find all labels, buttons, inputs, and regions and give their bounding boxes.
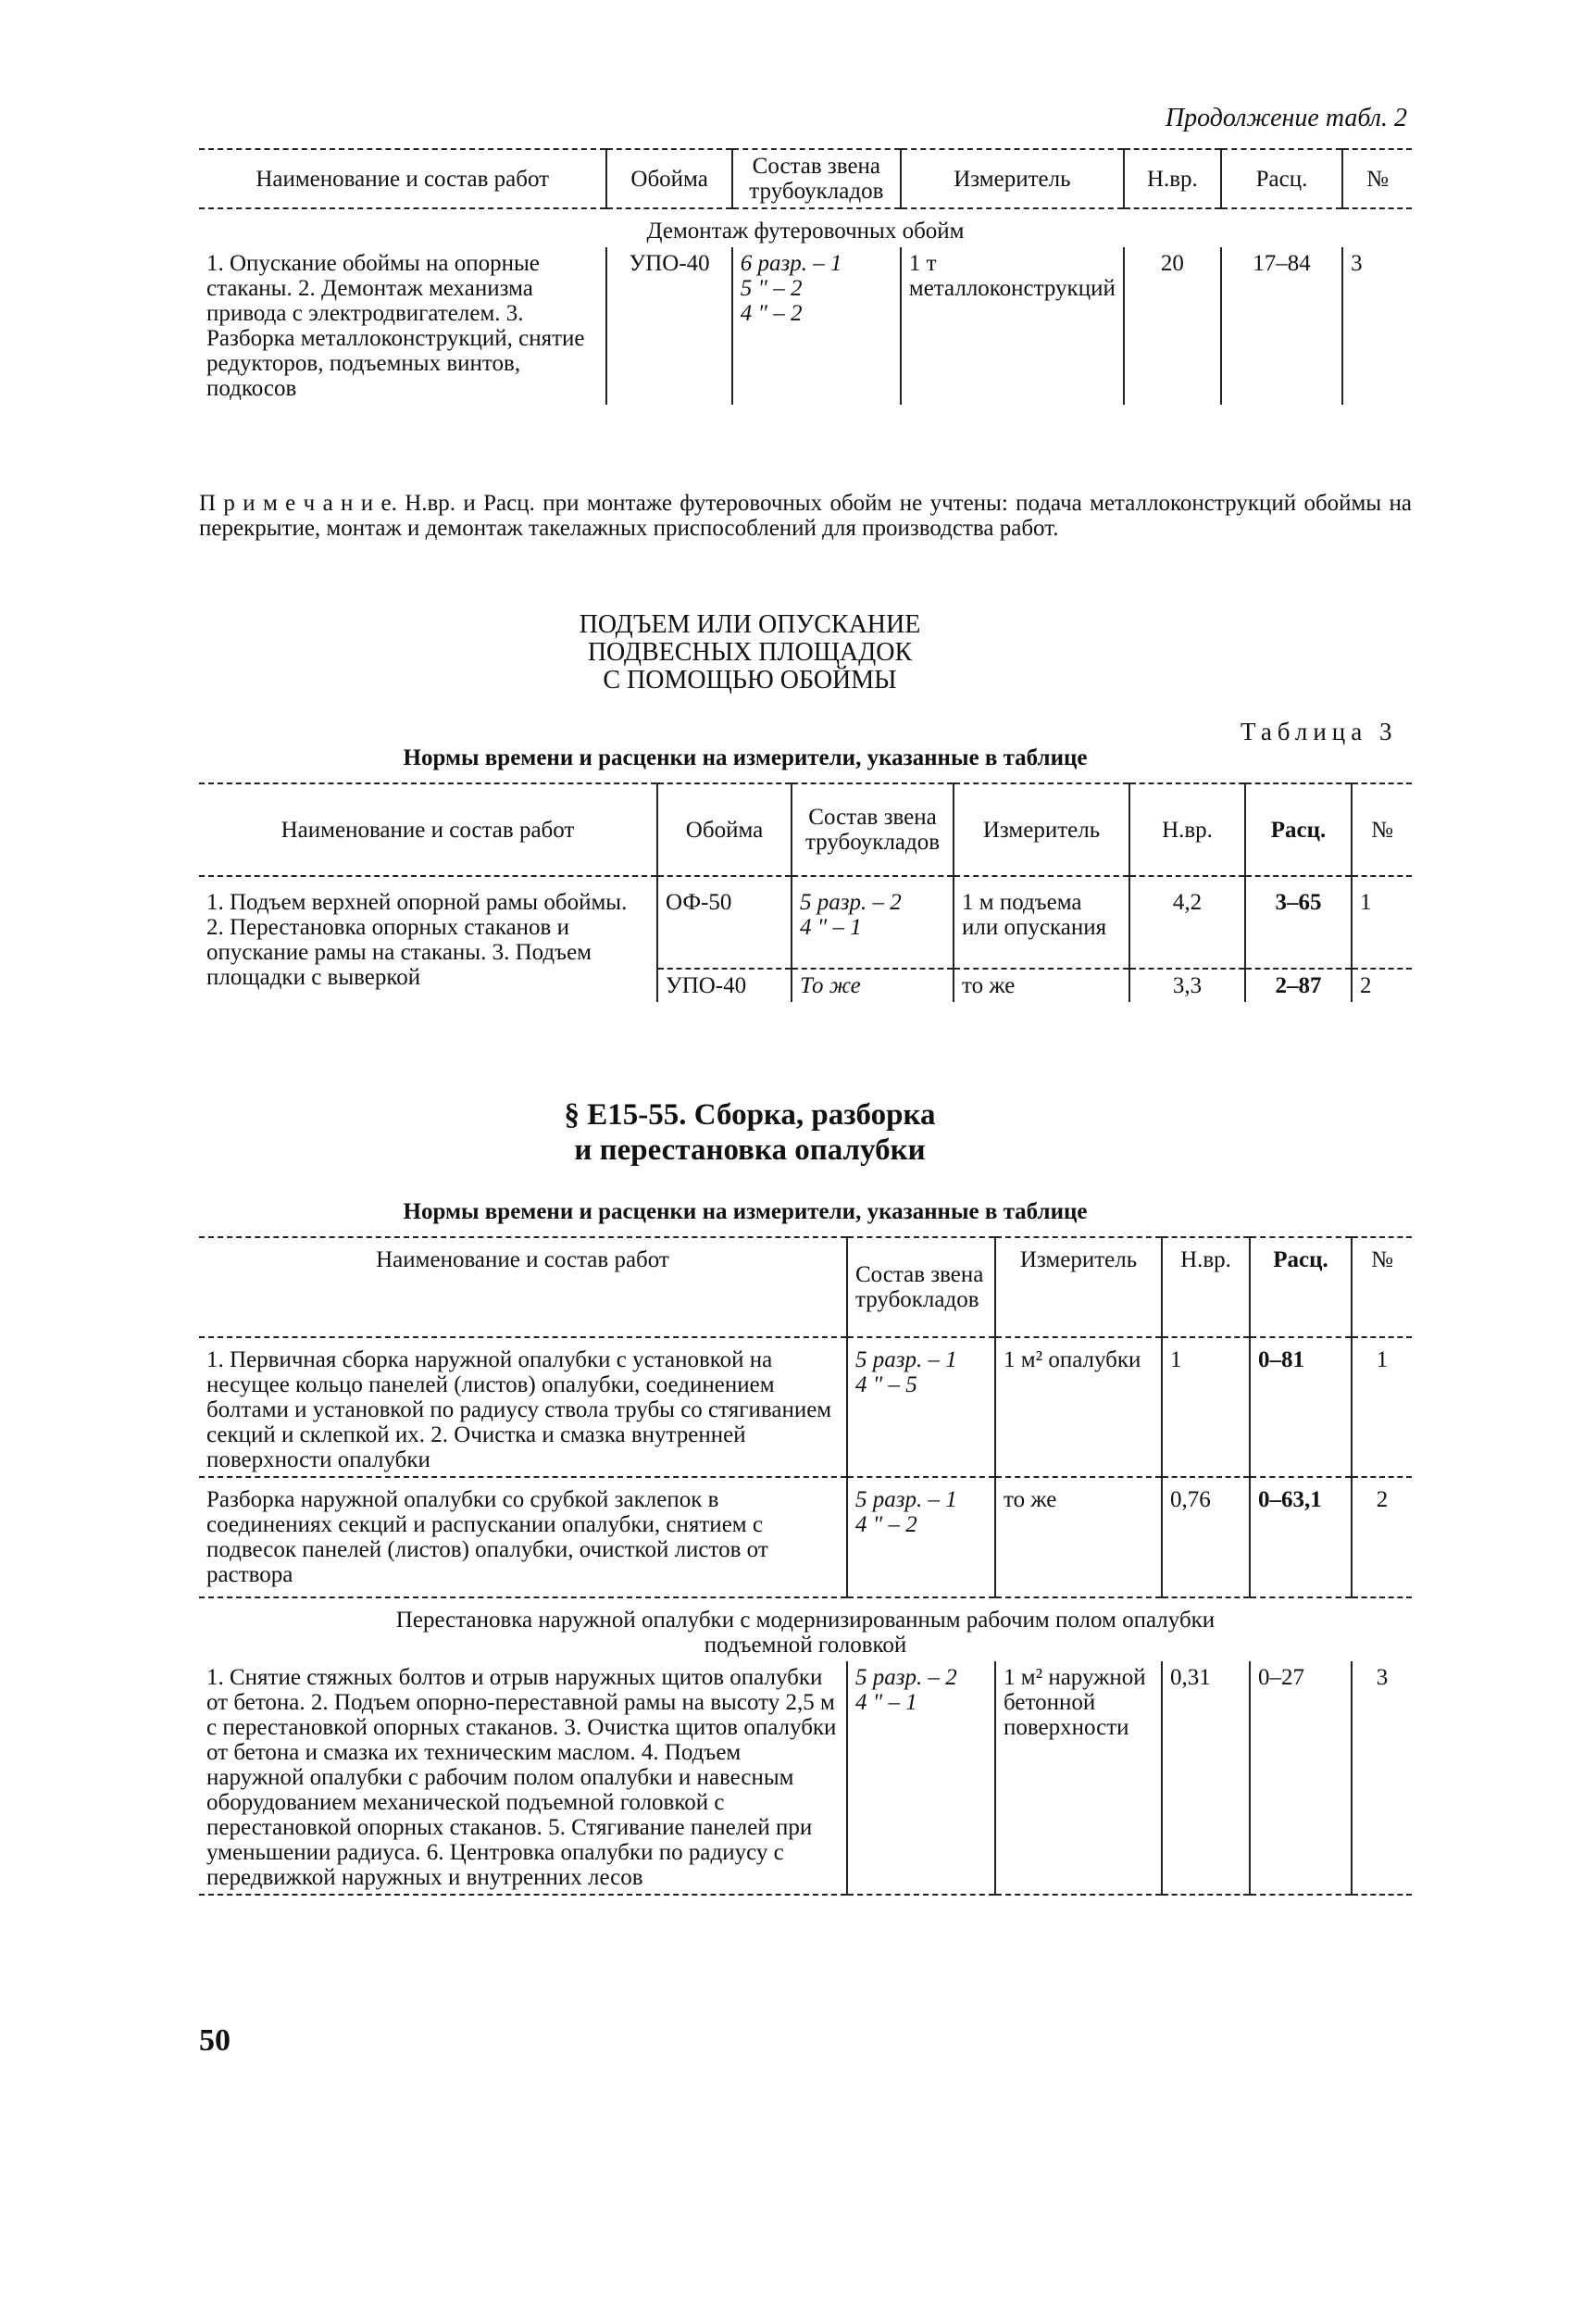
norm-cell: 0,31	[1162, 1661, 1250, 1895]
table-header-row	[199, 1237, 1412, 1337]
number-cell: 2	[1352, 1477, 1412, 1597]
rate-cell: 17–84	[1221, 247, 1342, 405]
col-header-rate: Расц.	[1221, 149, 1342, 208]
work-cell: 1. Опускание обоймы на опорные стаканы. 2. Демонтаж механизма привода с электродвигателем. 3. Разборка металлоконструкций, снятие редукторов, подъемных винтов, подкосов	[206, 251, 585, 401]
note-text: П р и м е ч а н и е. Н.вр. и Расц. при монтаже футеровочных обойм не учтены: подача металлоконструкций обоймы на перекрытие, монтаж и демонтаж такелажных приспособлений для производства работ.	[199, 491, 1412, 541]
number-cell: 2	[1352, 969, 1412, 1002]
norm-cell: 0,76	[1162, 1477, 1250, 1597]
col-header-unit: Измеритель	[954, 783, 1129, 876]
norm-cell: 20	[1124, 247, 1221, 405]
table-row	[199, 1337, 1412, 1477]
page-number: 50	[199, 2023, 231, 2058]
crew-line: 4 " – 1	[855, 1690, 917, 1715]
work-cell: 1. Подъем верхней опорной рамы обоймы. 2. Перестановка опорных стаканов и опускание рамы на стаканы. 3. Подъем площадки с выверкой	[206, 890, 628, 990]
col-header-crew: Состав звена трубокладов	[847, 1237, 995, 1337]
col-header-work: Наименование и состав работ	[199, 1237, 847, 1337]
table-header-row	[199, 783, 1412, 876]
col-header-no: №	[1352, 1237, 1412, 1337]
rate-cell: 0–27	[1250, 1661, 1352, 1895]
col-header-norm: Н.вр.	[1162, 1237, 1250, 1337]
crew-line: 6 разр. – 1	[740, 251, 842, 276]
unit-cell: 1 м подъема или опускания	[954, 876, 1129, 969]
unit-cell: 1 м² опалубки	[995, 1337, 1162, 1477]
work-cell: Разборка наружной опалубки со срубкой заклепок в соединениях секций и распускании опалубки, снятием с подвесок панелей (листов) опалубки, очисткой листов от раствора	[199, 1477, 847, 1597]
number-cell: 1	[1352, 876, 1412, 969]
col-header-unit: Измеритель	[995, 1237, 1162, 1337]
unit-cell: то же	[954, 969, 1129, 1002]
col-header-crew: Состав звена трубоукладов	[792, 783, 954, 876]
crew-cell	[847, 1477, 995, 1597]
col-header-norm: Н.вр.	[1124, 149, 1221, 208]
crew-cell: То же	[792, 969, 954, 1002]
crew-line: 4 " – 2	[855, 1512, 917, 1537]
clip-cell: УПО-40	[657, 969, 792, 1002]
rate-cell: 0–63,1	[1250, 1477, 1352, 1597]
table-2	[199, 782, 1412, 1002]
crew-line: 5 " – 2	[740, 276, 803, 301]
norm-cell: 3,3	[1129, 969, 1245, 1002]
crew-cell	[847, 1337, 995, 1477]
norm-cell: 4,2	[1129, 876, 1245, 969]
table-subtitle: Нормы времени и расценки на измерители, указанные в таблице	[403, 745, 1088, 770]
group-heading: Перестановка наружной опалубки с модернизированным рабочим полом опалубки подъемной головкой	[395, 1608, 1216, 1658]
crew-line: 4 " – 2	[740, 301, 803, 326]
crew-line: 5 разр. – 1	[855, 1487, 957, 1512]
table-row	[199, 1661, 1412, 1895]
crew-line: 4 " – 1	[800, 915, 862, 940]
crew-cell	[732, 247, 901, 405]
heading-line: ПОДЪЕМ ИЛИ ОПУСКАНИЕ	[579, 610, 921, 639]
col-header-no: №	[1352, 783, 1412, 876]
heading-line: § Е15-55. Сборка, разборка	[564, 1098, 936, 1132]
col-header-norm: Н.вр.	[1129, 783, 1245, 876]
col-header-clip: Обойма	[657, 783, 792, 876]
rate-cell: 0–81	[1250, 1337, 1352, 1477]
col-header-work: Наименование и состав работ	[199, 149, 606, 208]
col-header-rate: Расц.	[1245, 783, 1352, 876]
rate-cell: 3–65	[1245, 876, 1352, 969]
number-cell: 3	[1342, 247, 1412, 405]
number-cell: 3	[1352, 1661, 1412, 1895]
table-row	[199, 247, 1412, 405]
unit-cell: то же	[995, 1477, 1162, 1597]
table-subtitle: Нормы времени и расценки на измерители, указанные в таблице	[403, 1199, 1088, 1224]
col-header-work: Наименование и состав работ	[199, 783, 657, 876]
crew-line: 5 разр. – 2	[800, 890, 902, 915]
paragraph-heading	[417, 1097, 1083, 1168]
work-cell: 1. Первичная сборка наружной опалубки с установкой на несущее кольцо панелей (листов) опалубки, соединением болтами и установкой по радиусу ствола трубы со стягиванием секций и склепкой их. 2. Очистка и смазка внутренней поверхности опалубки	[199, 1337, 847, 1477]
col-header-crew: Состав звена трубоукладов	[732, 149, 901, 208]
clip-cell: ОФ-50	[657, 876, 792, 969]
crew-line: 4 " – 5	[855, 1372, 917, 1397]
col-header-no: №	[1342, 149, 1412, 208]
number-cell: 1	[1352, 1337, 1412, 1477]
col-header-rate: Расц.	[1250, 1237, 1352, 1337]
table-number-label: Таблица 3	[1241, 718, 1398, 745]
unit-cell: 1 т металлоконструкций	[901, 247, 1124, 405]
heading-line: ПОДВЕСНЫХ ПЛОЩАДОК	[587, 638, 913, 667]
crew-cell	[847, 1661, 995, 1895]
crew-line: 5 разр. – 1	[855, 1347, 957, 1372]
table-1	[199, 148, 1412, 405]
heading-line: С ПОМОЩЬЮ ОБОЙМЫ	[603, 666, 897, 695]
table-header-row	[199, 149, 1412, 208]
continuation-label: Продолжение табл. 2	[1165, 104, 1407, 132]
rate-cell: 2–87	[1245, 969, 1352, 1002]
table-3	[199, 1236, 1412, 1896]
work-cell: 1. Снятие стяжных болтов и отрыв наружных щитов опалубки от бетона. 2. Подъем опорно-переставной рамы на высоту 2,5 м с перестановкой опорных стаканов. 3. Очистка щитов опалубки от бетона и смазка их техническим маслом. 4. Подъем наружной опалубки с рабочим полом опалубки и навесным оборудованием механической подъемной головкой с перестановкой опорных стаканов. 5. Стягивание панелей при уменьшении радиуса. 6. Центровка опалубки по радиусу с передвижкой наружных и внутренних лесов	[199, 1661, 847, 1895]
table-row	[199, 1477, 1412, 1597]
group-heading: Демонтаж футеровочных обойм	[646, 219, 965, 244]
clip-cell: УПО-40	[606, 247, 731, 405]
unit-cell: 1 м² наружной бетонной поверхности	[995, 1661, 1162, 1895]
norm-cell: 1	[1162, 1337, 1250, 1477]
table-row	[199, 876, 1412, 969]
col-header-clip: Обойма	[606, 149, 731, 208]
crew-line: 5 разр. – 2	[855, 1665, 957, 1690]
col-header-unit: Измеритель	[901, 149, 1124, 208]
heading-line: и перестановка опалубки	[574, 1133, 926, 1167]
section-heading	[426, 611, 1074, 695]
crew-cell	[792, 876, 954, 969]
